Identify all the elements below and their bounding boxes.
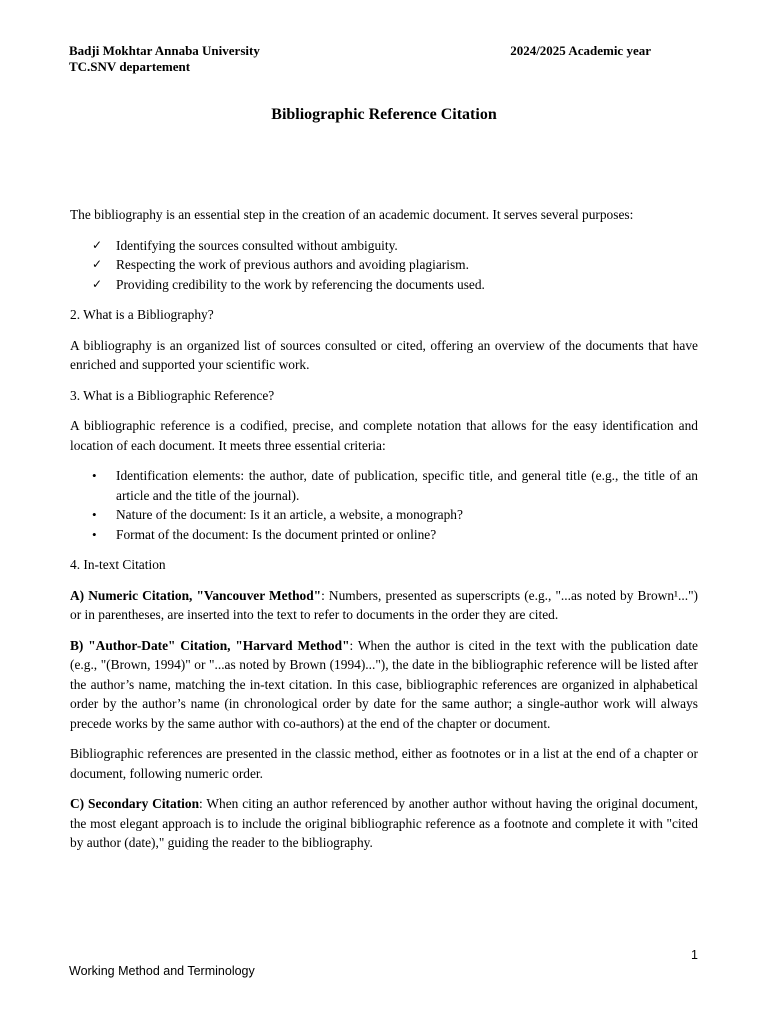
page-title: Bibliographic Reference Citation <box>271 106 497 123</box>
document-body <box>70 205 698 864</box>
secondary-citation-paragraph: C) Secondary Citation: When citing an author referenced by another author without having the original document, the most elegant approach is to include the original bibliographic reference as a footnote and complete it with "cited by author (date)," guiding the reader to the bibliography. <box>70 796 698 850</box>
list-item: • Identification elements: the author, date of publication, specific title, and general title (e.g., the title of an article and the title of the journal). <box>92 468 698 503</box>
list-item: • Format of the document: Is the document printed or online? <box>70 525 698 545</box>
list-item: ✓ Providing credibility to the work by referencing the documents used. <box>70 275 698 295</box>
checkmark-icon: ✓ <box>92 257 103 271</box>
bullet-icon: • <box>92 507 97 522</box>
bullet-icon: • <box>92 526 97 542</box>
numeric-citation-label: A) Numeric Citation, "Vancouver Method" <box>70 587 322 603</box>
section-2-heading: 2. What is a Bibliography? <box>70 307 214 322</box>
classic-method-paragraph: Bibliographic references are presented in the classic method, either as footnotes or in a list at the end of a chapter or document, following numeric order. <box>70 746 698 781</box>
purposes-list <box>70 236 698 295</box>
author-date-citation-label: B) "Author-Date" Citation, "Harvard Method" <box>70 637 350 653</box>
section-3-heading: 3. What is a Bibliographic Reference? <box>70 387 275 403</box>
footer-label: Working Method and Terminology <box>69 964 255 978</box>
intro-paragraph: The bibliography is an essential step in the creation of an academic document. It serves several purposes: <box>70 207 634 222</box>
section-4-heading: 4. In-text Citation <box>70 557 166 572</box>
list-item: ✓ Identifying the sources consulted without ambiguity. <box>70 236 698 256</box>
header-left <box>69 43 260 75</box>
checkmark-icon: ✓ <box>92 276 103 291</box>
section-3-text: A bibliographic reference is a codified, precise, and complete notation that allows for the easy identification and location of each document. It meets three essential criteria: <box>70 418 698 453</box>
numeric-citation-paragraph: A) Numeric Citation, "Vancouver Method": Numbers, presented as superscripts (e.g., "...as noted by Brown¹...") or in parentheses, are inserted into the text to refer to documents in the order they are cited. <box>70 587 698 622</box>
author-date-citation-paragraph: B) "Author-Date" Citation, "Harvard Method": When the author is cited in the text with the publication date (e.g., "(Brown, 1994)" or "...as noted by Brown (1994)..."), the date in the bibliographic reference will be listed after the author’s name, matching the in-text citation. In this case, bibliographic references are organized in alphabetical order by the author’s name (in chronological order by date for the same author; a single-author work will always precede works by the same author with co-authors) at the end of the chapter or document. <box>70 637 698 731</box>
list-item: ✓ Respecting the work of previous authors and avoiding plagiarism. <box>70 255 698 275</box>
criteria-list <box>70 466 698 544</box>
bullet-icon: • <box>92 468 97 483</box>
checkmark-icon: ✓ <box>92 237 103 252</box>
secondary-citation-label: C) Secondary Citation <box>70 796 200 811</box>
section-2-text: A bibliography is an organized list of sources consulted or cited, offering an overview of the documents that have enriched and supported your scientific work. <box>70 337 698 372</box>
page-number: 1 <box>691 948 698 962</box>
department-name: TC.SNV departement <box>69 59 191 74</box>
list-item: • Nature of the document: Is it an article, a website, a monograph? <box>70 505 698 525</box>
university-name: Badji Mokhtar Annaba University <box>69 43 260 58</box>
academic-year: 2024/2025 Academic year <box>510 43 651 58</box>
